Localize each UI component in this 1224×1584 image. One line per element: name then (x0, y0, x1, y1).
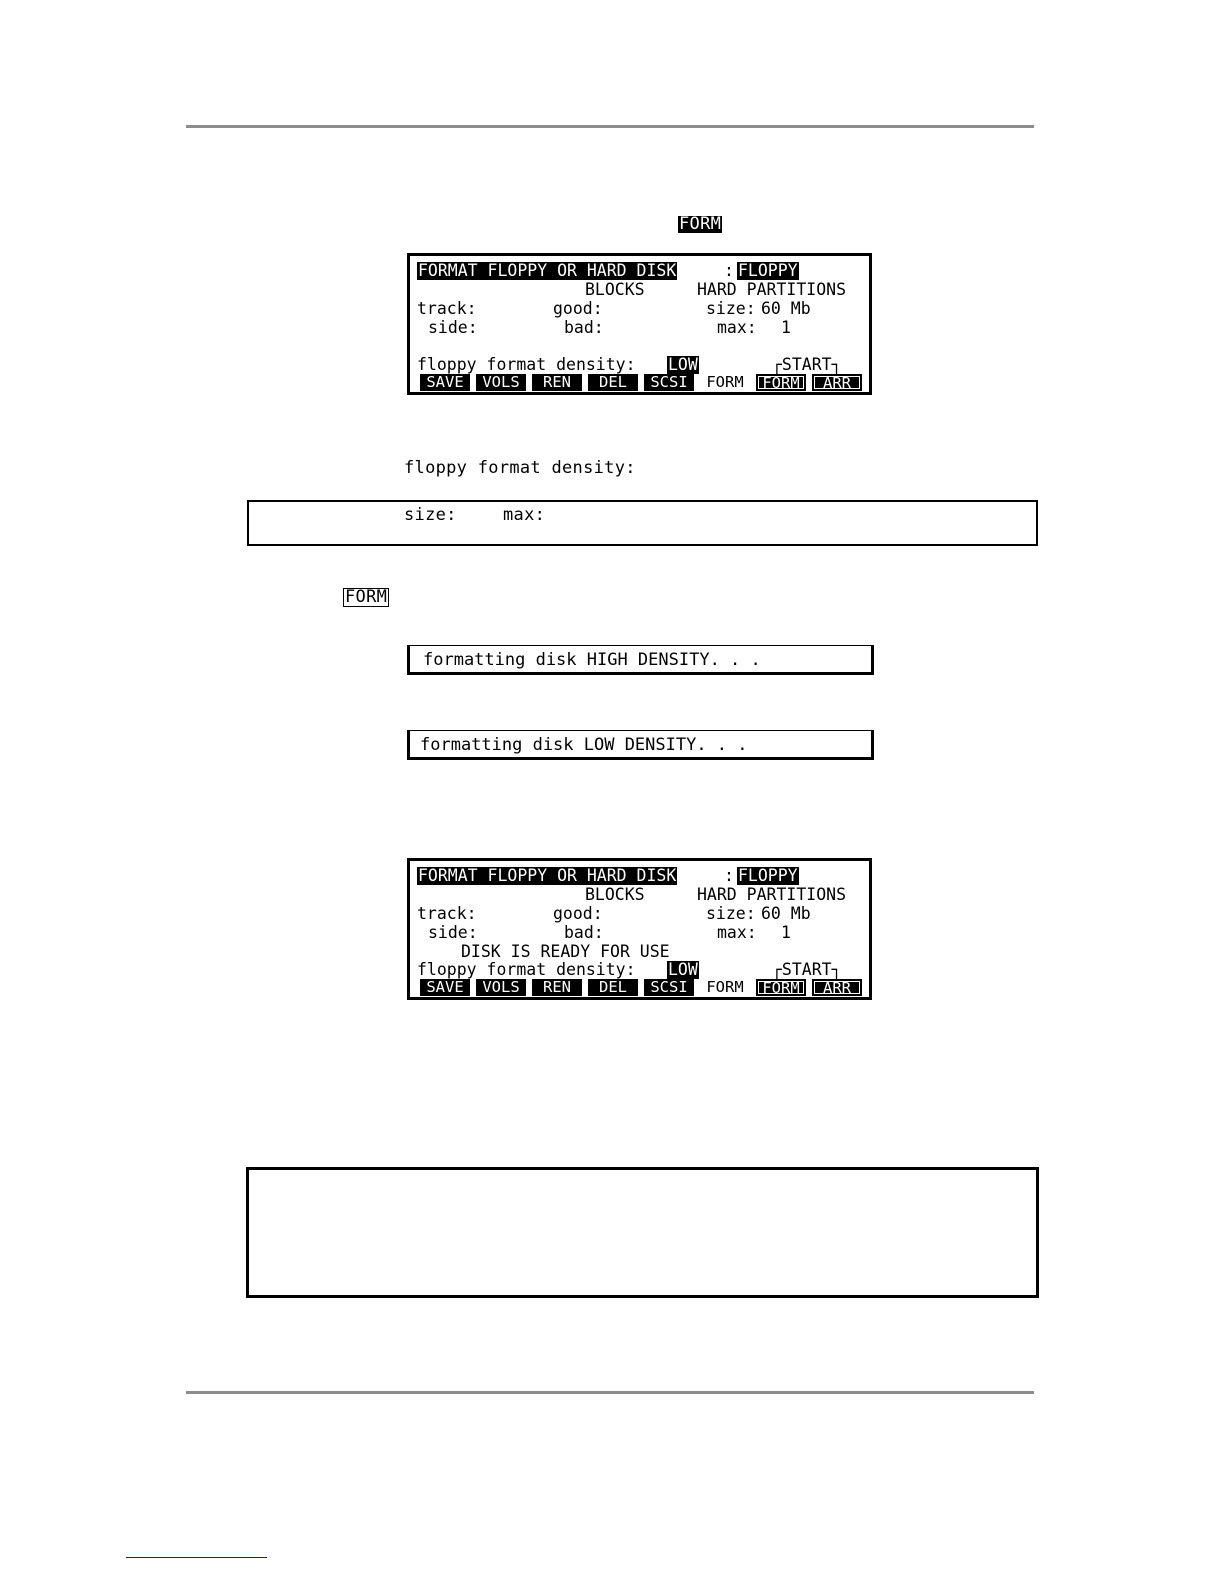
blocks-header: BLOCKS (585, 280, 645, 299)
bad-label: bad: (564, 923, 604, 942)
lcd-disk-type[interactable]: FLOPPY (738, 866, 798, 885)
note-size-label: size: (404, 505, 457, 525)
blocks-header: BLOCKS (585, 885, 645, 904)
max-label: max: (717, 318, 757, 337)
density-param-label: floppy format density: (404, 458, 636, 478)
softkey-form-current[interactable]: FORM (700, 374, 750, 391)
good-label: good: (553, 904, 603, 923)
softkey-vols[interactable]: VOLS (476, 979, 526, 996)
track-label: track: (417, 299, 477, 318)
max-value[interactable]: 1 (781, 318, 791, 337)
softkey-bar (420, 374, 865, 391)
size-label: size: (706, 904, 756, 923)
softkey-arr[interactable]: ARR (812, 374, 862, 391)
lcd-screen-ready (407, 858, 872, 1000)
empty-note-frame (246, 1167, 1039, 1298)
softkey-arr[interactable]: ARR (812, 979, 862, 996)
softkey-ren[interactable]: REN (532, 374, 582, 391)
max-label: max: (717, 923, 757, 942)
msg-low-density: formatting disk LOW DENSITY. . . (420, 735, 748, 755)
lcd-screen-format (407, 253, 872, 395)
softkey-form[interactable]: FORM (756, 374, 806, 391)
footnote-link-line (126, 1557, 267, 1558)
density-value[interactable]: LOW (668, 960, 698, 979)
msg-high-density-box (407, 645, 874, 675)
lcd-disk-type[interactable]: FLOPPY (738, 261, 798, 280)
size-label: size: (706, 299, 756, 318)
max-value[interactable]: 1 (781, 923, 791, 942)
msg-high-density: formatting disk HIGH DENSITY. . . (423, 650, 761, 670)
lcd-title: FORMAT FLOPPY OR HARD DISK (418, 866, 677, 885)
size-value[interactable]: 60 Mb (761, 299, 811, 318)
softkey-scsi[interactable]: SCSI (644, 979, 694, 996)
side-label: side: (428, 318, 478, 337)
start-button[interactable]: ┌START┐ (772, 355, 842, 374)
side-label: side: (428, 923, 478, 942)
note-box (247, 500, 1038, 546)
softkey-save[interactable]: SAVE (420, 374, 470, 391)
density-value[interactable]: LOW (668, 355, 698, 374)
header-rule (186, 125, 1034, 128)
start-button[interactable]: ┌START┐ (772, 960, 842, 979)
softkey-save[interactable]: SAVE (420, 979, 470, 996)
lcd-density-row (417, 356, 867, 446)
density-label: floppy format density: (417, 960, 636, 979)
softkey-vols[interactable]: VOLS (476, 374, 526, 391)
density-label: floppy format density: (417, 355, 636, 374)
note-max-label: max: (503, 505, 546, 525)
lcd-density-row (417, 961, 867, 1051)
softkey-del[interactable]: DEL (588, 374, 638, 391)
softkey-ren[interactable]: REN (532, 979, 582, 996)
softkey-scsi[interactable]: SCSI (644, 374, 694, 391)
status-message: DISK IS READY FOR USE (461, 942, 670, 961)
footer-rule (186, 1391, 1034, 1394)
good-label: good: (553, 299, 603, 318)
size-value[interactable]: 60 Mb (761, 904, 811, 923)
softkey-bar (420, 979, 865, 996)
press-form-key: FORM (345, 587, 388, 607)
partitions-header: HARD PARTITIONS (697, 280, 847, 299)
softkey-form[interactable]: FORM (756, 979, 806, 996)
track-label: track: (417, 904, 477, 923)
lcd-title-sep: : (724, 866, 734, 885)
msg-low-density-box (407, 730, 874, 760)
lcd-title: FORMAT FLOPPY OR HARD DISK (418, 261, 677, 280)
bad-label: bad: (564, 318, 604, 337)
softkey-del[interactable]: DEL (588, 979, 638, 996)
lcd-title-sep: : (724, 261, 734, 280)
softkey-form-current[interactable]: FORM (700, 979, 750, 996)
form-key-label: FORM (679, 214, 722, 234)
partitions-header: HARD PARTITIONS (697, 885, 847, 904)
